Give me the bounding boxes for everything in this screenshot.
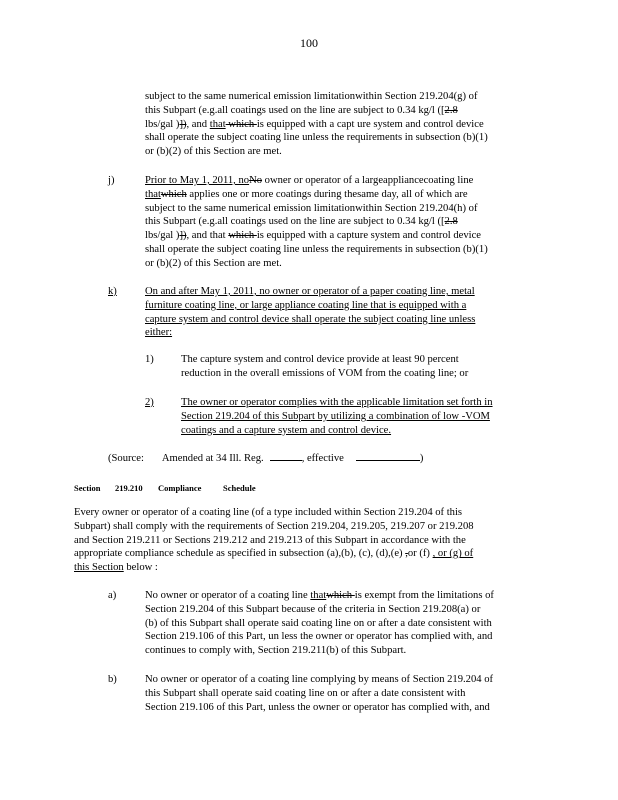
subsection-j-label: j) <box>108 175 115 186</box>
item-2-text: The owner or operator complies with the applicable limitation set forth in Section 219.204 of this Subpart by utilizing a combination of low -VOM coatings and a capture system and control device. <box>181 397 493 436</box>
compliance-paragraph: Every owner or operator of a coating line (of a type included within Section 219.204 of this Subpart) shall comply with the requirements of Section 219.204, 219.205, 219.207 or 219.208 and Section 219.211 or Sections 219.212 and 219.213 of this Subpart in accordance with the appropriate compliance schedule as specified in subsection (a),(b), (c), (d),(e) ,or (f) , or (g) of this Section below : <box>74 507 474 574</box>
section-title-1: Compliance <box>158 483 202 493</box>
section-heading-number: Section <box>74 483 101 493</box>
subsection-j-text: Prior to May 1, 2011, noNo owner or operator of a largeappliancecoating line thatwhich applies one or more coatings during thesame day, all of which are subject to the same numerical emission limitationwithin Section 219.204(h) of this Subpart (e.g.all coatings used on the line are subject to 0.34 kg/l ([2.8 lbs/gal )]), and that which is equipped with a capture system and control device shall operate the subject coating line unless the requirements in subsection (b)(1) or (b)(2) of this Section are met. <box>145 175 488 269</box>
subsection-k-label: k) <box>108 286 117 297</box>
continued-paragraph: subject to the same numerical emission limitationwithin Section 219.204(g) of this Subpart (e.g.all coatings used on the line are subject to 0.34 kg/l ([2.8 lbs/gal )]), and that which is equipped with a capt ure system and control device shall operate the subject coating line unless the requirements in subsection (b)(1) or (b)(2) of this Section are met. <box>145 91 488 158</box>
subsection-b-text: No owner or operator of a coating line complying by means of Section 219.204 of this Subpart shall operate said coating line on or after a date consistent with Section 219.106 of this Part, unless the owner or operator has complied with, and <box>145 674 494 713</box>
page-number: 100 <box>300 36 318 50</box>
effective-date-blank <box>356 451 420 461</box>
subsection-a-label: a) <box>108 590 117 601</box>
source-note: (Source: Amended at 34 Ill. Reg. , effective ) <box>108 453 424 464</box>
item-2-label: 2) <box>145 397 154 408</box>
subsection-k-text: On and after May 1, 2011, no owner or operator of a paper coating line, metal furniture coating line, or large appliance coating line that is equipped with a capture system and control device shall operate the subject coating line unless either: <box>145 286 476 339</box>
subsection-a-text: No owner or operator of a coating line thatwhich is exempt from the limitations of Section 219.204 of this Subpart because of the criteria in Section 219.208(a) or (b) of this Subpart shall operate said coating line on or after a date consistent with Section 219.106 of this Part, un less the owner or operator has complied with, and continues to comply with, Section 219.211(b) of this Subpart. <box>145 590 494 657</box>
item-1-label: 1) <box>145 354 154 365</box>
subsection-b-label: b) <box>108 674 117 685</box>
section-number: 219.210 <box>115 483 143 493</box>
section-title-2: Schedule <box>223 483 256 493</box>
register-blank <box>270 451 302 461</box>
item-1-text: The capture system and control device provide at least 90 percent reduction in the overall emissions of VOM from the coating line; or <box>181 354 469 379</box>
